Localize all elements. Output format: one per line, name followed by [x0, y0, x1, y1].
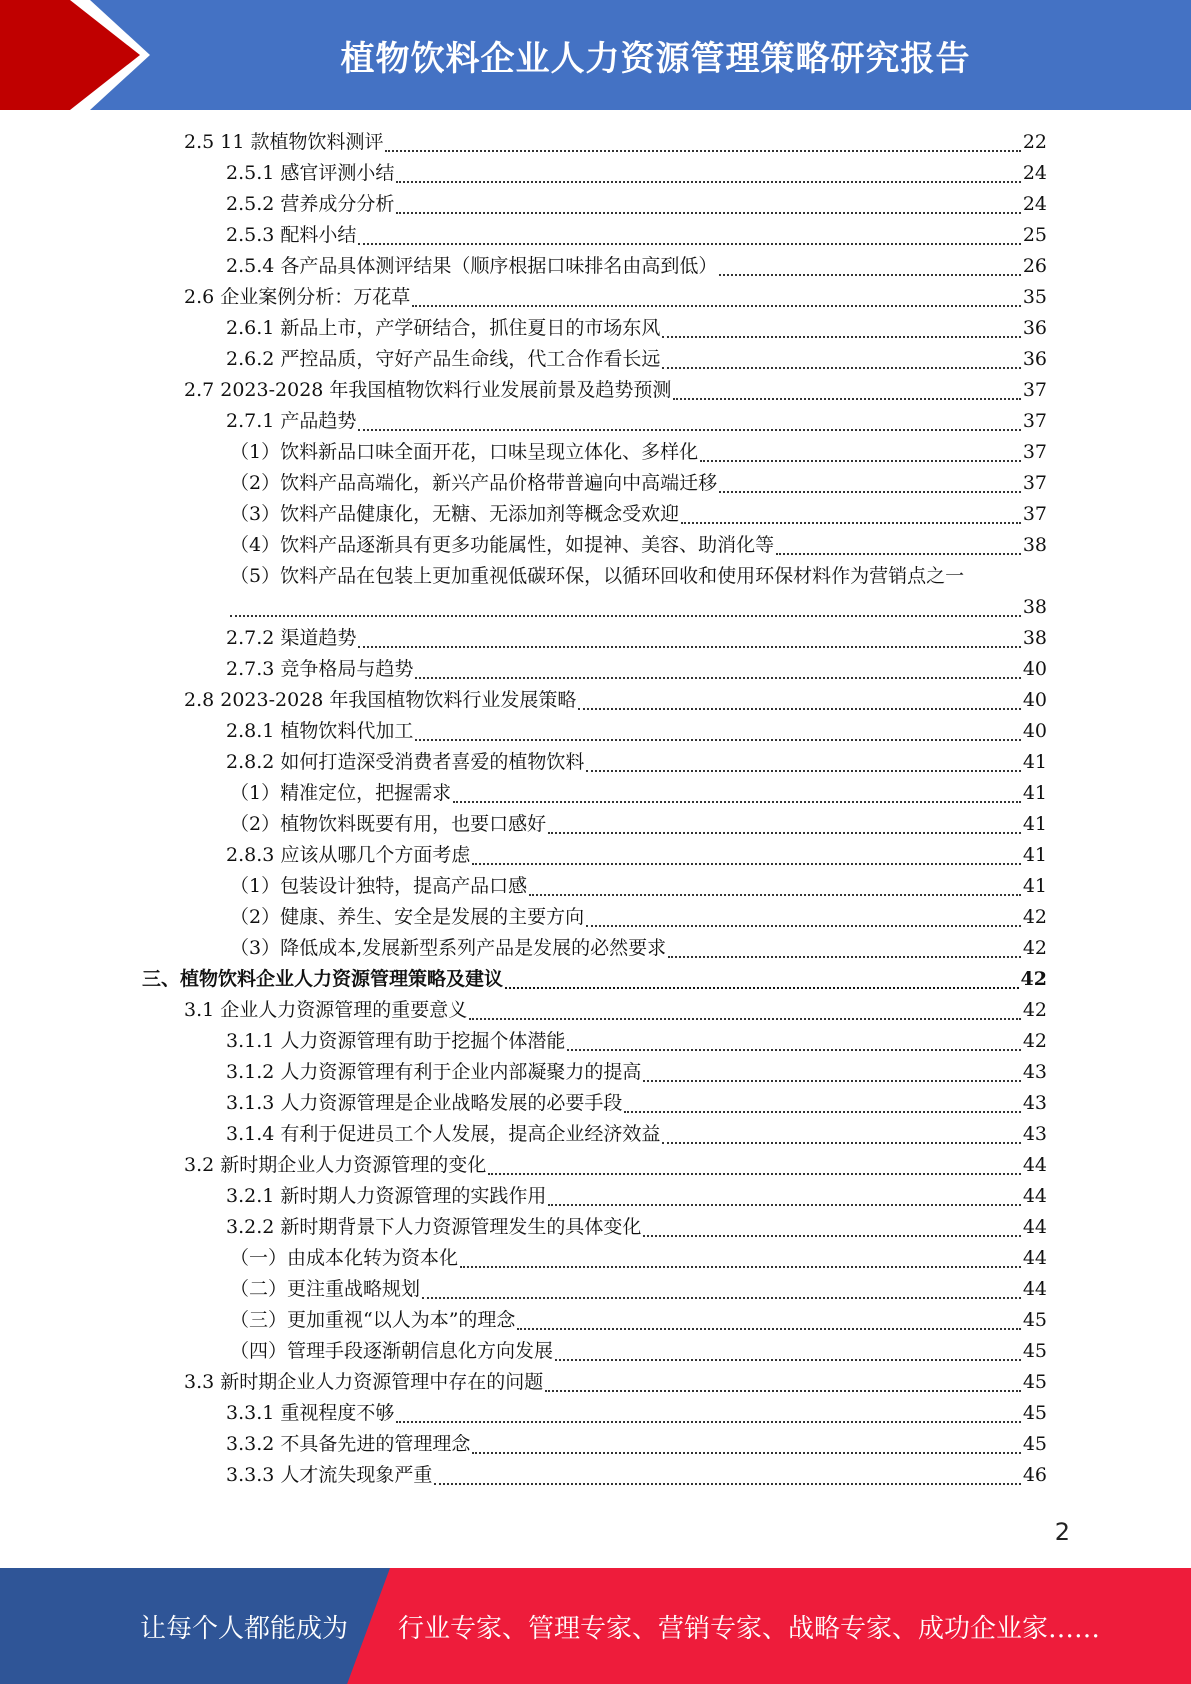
toc-entry[interactable]: （2）饮料产品高端化，新兴产品价格带普遍向中高端迁移 37: [230, 472, 1047, 494]
toc-entry[interactable]: （3）降低成本,发展新型系列产品是发展的必然要求 42: [230, 937, 1047, 959]
page-number: 2: [1054, 1518, 1070, 1546]
toc-entry[interactable]: （3）饮料产品健康化，无糖、无添加剂等概念受欢迎 37: [230, 503, 1047, 525]
toc-entry[interactable]: （三）更加重视“以人为本”的理念 45: [230, 1309, 1047, 1331]
toc-entry[interactable]: 3.1.3 人力资源管理是企业战略发展的必要手段 43: [226, 1092, 1047, 1114]
toc-entry[interactable]: 2.5.4 各产品具体测评结果（顺序根据口味排名由高到低） 26: [226, 255, 1047, 277]
toc-entry[interactable]: （四）管理手段逐渐朝信息化方向发展 45: [230, 1340, 1047, 1362]
toc-entry[interactable]: 2.8.2 如何打造深受消费者喜爱的植物饮料 41: [226, 751, 1047, 773]
toc-entry[interactable]: 3.3.1 重视程度不够 45: [226, 1402, 1047, 1424]
toc-entry[interactable]: 3.1.2 人力资源管理有利于企业内部凝聚力的提高 43: [226, 1061, 1047, 1083]
toc-entry[interactable]: 3.1 企业人力资源管理的重要意义 42: [184, 999, 1047, 1021]
toc-entry[interactable]: 2.8 2023-2028 年我国植物饮料行业发展策略 40: [184, 689, 1047, 711]
toc-entry-wrapped-leader[interactable]: 38: [230, 592, 1047, 623]
toc-entry[interactable]: 2.7.2 渠道趋势 38: [226, 627, 1047, 649]
toc-entry[interactable]: 2.7 2023-2028 年我国植物饮料行业发展前景及趋势预测 37: [184, 379, 1047, 401]
toc-entry[interactable]: 3.3 新时期企业人力资源管理中存在的问题 45: [184, 1371, 1047, 1393]
toc-entry[interactable]: 3.1.4 有利于促进员工个人发展，提高企业经济效益 43: [226, 1123, 1047, 1145]
toc-entry[interactable]: 2.8.3 应该从哪几个方面考虑 41: [226, 844, 1047, 866]
toc-entry[interactable]: 3.1.1 人力资源管理有助于挖掘个体潜能 42: [226, 1030, 1047, 1052]
toc-entry[interactable]: 2.7.3 竞争格局与趋势 40: [226, 658, 1047, 680]
toc-entry[interactable]: （2）健康、养生、安全是发展的主要方向 42: [230, 906, 1047, 928]
header-arrow-icon: [0, 0, 140, 110]
toc-entry[interactable]: 2.5.3 配料小结 25: [226, 224, 1047, 246]
toc-entry[interactable]: （2）植物饮料既要有用，也要口感好 41: [230, 813, 1047, 835]
footer-slogan-left: 让每个人都能成为: [140, 1613, 349, 1644]
toc-entry[interactable]: （1）精准定位，把握需求 41: [230, 782, 1047, 804]
toc-entry[interactable]: 2.5 11 款植物饮料测评 22: [184, 131, 1047, 153]
toc-entry[interactable]: 2.5.2 营养成分分析 24: [226, 193, 1047, 215]
toc-entry[interactable]: 3.3.3 人才流失现象严重 46: [226, 1464, 1047, 1486]
toc-entry[interactable]: （1）包装设计独特，提高产品口感 41: [230, 875, 1047, 897]
document-title: 植物饮料企业人力资源管理策略研究报告: [340, 38, 971, 79]
toc-entry[interactable]: （1）饮料新品口味全面开花，口味呈现立体化、多样化 37: [230, 441, 1047, 463]
header-banner: [0, 0, 1191, 110]
toc-chapter-entry[interactable]: 三、植物饮料企业人力资源管理策略及建议 42: [142, 968, 1047, 990]
toc-entry[interactable]: 2.5.1 感官评测小结 24: [226, 162, 1047, 184]
toc-entry[interactable]: 3.3.2 不具备先进的管理理念 45: [226, 1433, 1047, 1455]
toc-entry[interactable]: 3.2 新时期企业人力资源管理的变化 44: [184, 1154, 1047, 1176]
toc-entry[interactable]: 2.6 企业案例分析：万花草 35: [184, 286, 1047, 308]
footer-slogan-right: 行业专家、管理专家、营销专家、战略专家、成功企业家……: [398, 1613, 1101, 1644]
toc-entry-wrapped-label[interactable]: （5）饮料产品在包装上更加重视低碳环保，以循环回收和使用环保材料作为营销点之一: [230, 565, 965, 587]
toc-entry[interactable]: 3.2.1 新时期人力资源管理的实践作用 44: [226, 1185, 1047, 1207]
toc-entry[interactable]: （4）饮料产品逐渐具有更多功能属性，如提神、美容、助消化等 38: [230, 534, 1047, 556]
toc-entry[interactable]: 2.7.1 产品趋势 37: [226, 410, 1047, 432]
footer-banner: [0, 1568, 1191, 1684]
toc-entry[interactable]: （二）更注重战略规划 44: [230, 1278, 1047, 1300]
toc-entry[interactable]: 2.6.2 严控品质，守好产品生命线，代工合作看长远 36: [226, 348, 1047, 370]
toc-entry[interactable]: 3.2.2 新时期背景下人力资源管理发生的具体变化 44: [226, 1216, 1047, 1238]
toc-entry[interactable]: 2.6.1 新品上市，产学研结合，抓住夏日的市场东风 36: [226, 317, 1047, 339]
toc-entry[interactable]: 2.8.1 植物饮料代加工 40: [226, 720, 1047, 742]
toc-entry[interactable]: （一）由成本化转为资本化 44: [230, 1247, 1047, 1269]
